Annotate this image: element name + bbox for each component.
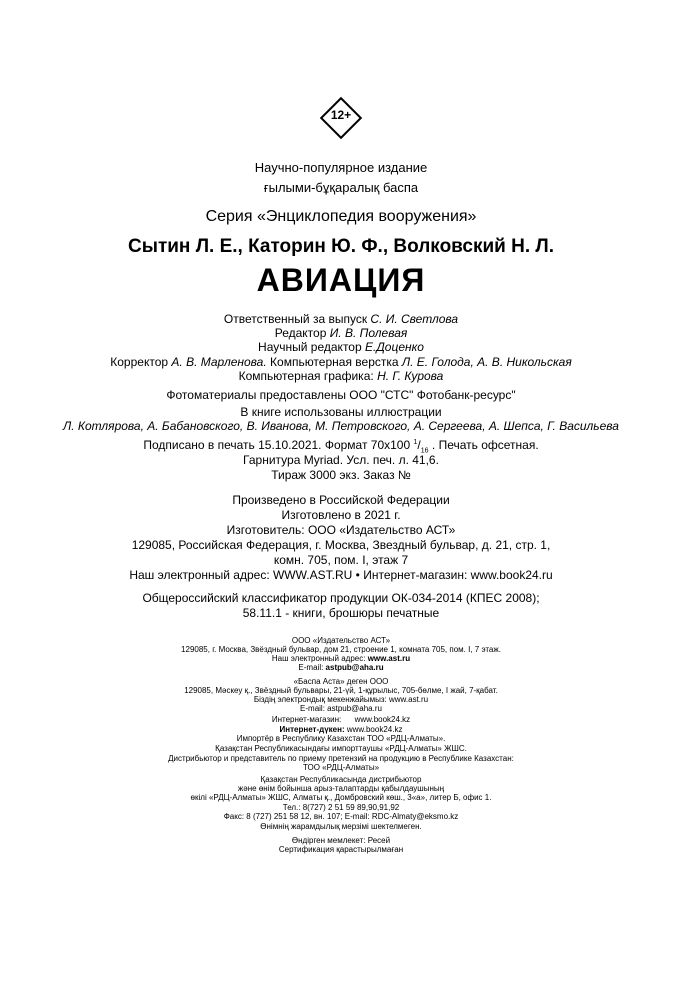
kz-distributor-ru-name: ТОО «РДЦ-Алматы» <box>302 763 380 772</box>
credit-label: Ответственный за выпуск <box>223 312 368 326</box>
credit-label: Компьютерная графика: <box>238 369 374 383</box>
kz-email: E-mail: astpub@aha.ru <box>300 704 382 713</box>
kz-shop <box>0 715 682 724</box>
classifier-line-2: 58.11.1 - книги, брошюры печатные <box>242 606 440 620</box>
ast-email-value: astpub@aha.ru <box>325 663 384 672</box>
web-address: Наш электронный адрес: WWW.AST.RU <box>129 568 353 582</box>
credit-sci-editor <box>0 340 682 354</box>
credit-corrector-layout <box>0 355 682 369</box>
ast-web-label: Наш электронный адрес: <box>271 654 366 663</box>
ast-name: ООО «Издательство АСТ» <box>291 636 391 645</box>
credit-name: С. И. Светлова <box>370 312 459 326</box>
book-title: АВИАЦИЯ <box>256 262 426 298</box>
production-web <box>0 568 682 582</box>
production-maker: Изготовитель: ООО «Издательство АСТ» <box>226 523 456 537</box>
age-rating-label: 12+ <box>330 108 352 122</box>
credit-name: Л. Е. Голода, А. В. Никольская <box>401 355 572 369</box>
kz-cert: Сертификация қарастырылмаған <box>278 845 404 854</box>
kz-distributor-kz-2: және өнім бойынша арыз-талаптарды қабылдаушының <box>237 784 445 793</box>
authors: Сытин Л. Е., Каторин Ю. Ф., Волковский Н. Л. <box>128 236 554 257</box>
credit-editor <box>0 326 682 340</box>
kz-shop-kz-value: www.book24.kz <box>346 725 403 734</box>
credit-name: Е.Доценко <box>365 340 424 354</box>
kz-web: Біздің электрондық мекенжайымыз: www.ast.ru <box>253 695 429 704</box>
credit-photos: Фотоматериалы предоставлены ООО "СТС" Фотобанк-ресурс" <box>166 388 516 402</box>
edition-type-kz: ғылыми-бұқаралық баспа <box>263 180 419 195</box>
kz-importer-ru: Импортёр в Республику Казахстан ТОО «РДЦ-Алматы». <box>236 734 446 743</box>
credit-label: Компьютерная верстка <box>270 355 399 369</box>
ast-address: 129085, г. Москва, Звёздный бульвар, дом 21, строение 1, комната 705, пом. I, 7 этаж. <box>181 645 501 654</box>
kz-shop-kz <box>0 725 682 734</box>
ast-email-label: E-mail: <box>298 663 324 672</box>
kz-distributor-ru: Дистрибьютор и представитель по приему претензий на продукцию в Республике Казахстан: <box>168 754 514 763</box>
production-made-in: Произведено в Российской Федерации <box>232 493 450 507</box>
classifier-line-1: Общероссийский классификатор продукции ОК-034-2014 (КПЕС 2008); <box>142 591 540 605</box>
kz-distributor-kz-3: өкілі «РДЦ-Алматы» ЖШС, Алматы қ., Домбровский көш., 3«а», литер Б, офис 1. <box>190 793 492 802</box>
kz-shop-value: www.book24.kz <box>354 715 411 724</box>
kz-shelf-life: Өнімнің жарамдылық мерзімі шектелмеген. <box>260 822 422 831</box>
internet-shop: Интернет-магазин: www.book24.ru <box>363 568 553 582</box>
kz-fax: Факс: 8 (727) 251 58 12, вн. 107; E-mail: RDC-Almaty@eksmo.kz <box>223 812 459 821</box>
ast-email <box>0 663 682 672</box>
credit-label: Научный редактор <box>258 340 362 354</box>
credit-name: И. В. Полевая <box>329 326 408 340</box>
print-run: Тираж 3000 экз. Заказ № <box>271 468 411 482</box>
print-signed-text: Подписано в печать 15.10.2021. Формат 70х100 <box>143 438 411 452</box>
kz-phone: Тел.: 8(727) 2 51 59 89,90,91,92 <box>282 803 400 812</box>
edition-type-ru: Научно-популярное издание <box>254 160 428 175</box>
kz-country: Өндірген мемлекет: Ресей <box>291 836 391 845</box>
credit-illustrators <box>0 419 682 433</box>
kz-shop-label: Интернет-магазин: <box>271 715 342 724</box>
format-fraction-den: 16 <box>420 447 429 455</box>
kz-name: «Баспа Аста» деген ООО <box>293 677 389 686</box>
production-made-year: Изготовлено в 2021 г. <box>281 508 401 522</box>
ast-web-value: www.ast.ru <box>367 654 411 663</box>
credit-label: Редактор <box>274 326 327 340</box>
kz-shop-kz-label: Интернет-дүкен: <box>279 725 345 734</box>
format-fraction-num: 1 <box>413 439 418 446</box>
print-typeface: Гарнитура Myriad. Усл. печ. л. 41,6. <box>243 453 439 467</box>
credit-illustrations-label: В книге использованы иллюстрации <box>240 405 442 419</box>
kz-importer-kz: Қазақстан Республикасындағы импорттаушы «РДЦ-Алматы» ЖШС. <box>215 744 467 753</box>
bullet-separator: • <box>355 568 360 582</box>
production-address-2: комн. 705, пом. I, этаж 7 <box>273 553 409 567</box>
print-signed: Подписано в печать 15.10.2021. Формат 70х100 $^1/_{16}$ . Печать офсетная. <box>143 438 539 455</box>
production-address-1: 129085, Российская Федерация, г. Москва, Звездный бульвар, д. 21, стр. 1, <box>131 538 551 552</box>
credit-name: А. В. Марленова. <box>171 355 267 369</box>
credit-name: Н. Г. Курова <box>377 369 444 383</box>
kz-address: 129085, Мәскеу қ., Звёздный бульвары, 21-үй, 1-құрылыс, 705-бөлме, I жай, 7-қабат. <box>184 686 498 695</box>
series-title: Серия «Энциклопедия вооружения» <box>205 208 477 225</box>
print-signed-tail: . Печать офсетная. <box>431 438 539 452</box>
credit-label: Корректор <box>110 355 169 369</box>
kz-distributor-kz-1: Қазақстан Республикасында дистрибьютор <box>260 775 422 784</box>
ast-web <box>0 654 682 663</box>
illustrators-names: Л. Котлярова, А. Бабановского, В. Иванова, М. Петровского, А. Сергеева, А. Шепса, Г. Васильева <box>63 419 619 433</box>
credit-graphics <box>0 369 682 383</box>
credit-issue-responsible <box>0 312 682 326</box>
